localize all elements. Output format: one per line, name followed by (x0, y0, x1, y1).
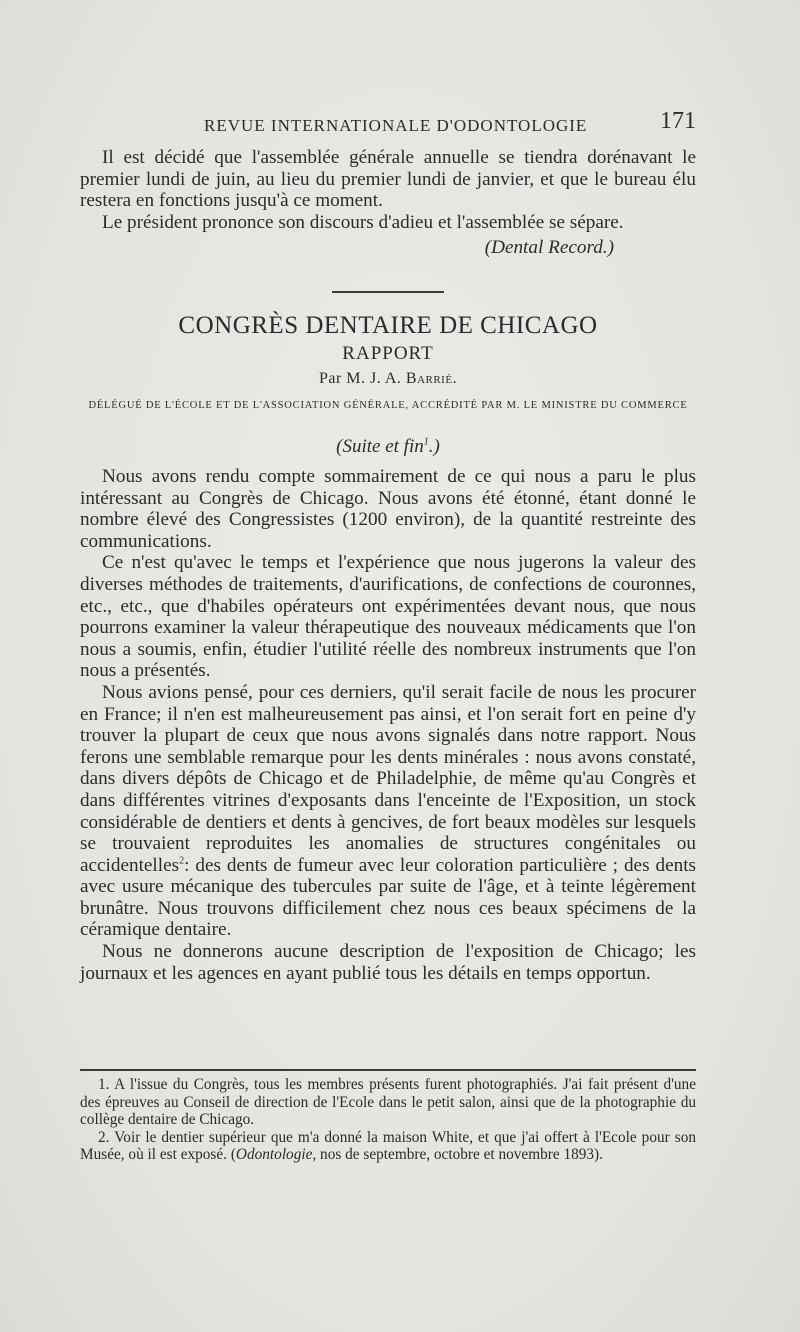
body-paragraph-1: Nous avons rendu compte sommairement de ce qui nous a paru le plus intéressant au Congrès de Chicago. Nous avons été étonné, étant donné le nombre élevé des Congressistes (1200 environ), de la quantité restreinte des communications. (80, 466, 696, 552)
suite-text: (Suite et fin (336, 436, 424, 457)
body-paragraph-4: Nous ne donnerons aucune description de l'exposition de Chicago; les journaux et les agences en ayant publié tous les détails en temps opportun. (80, 941, 696, 984)
section-divider (332, 291, 444, 293)
body-paragraph-2: Ce n'est qu'avec le temps et l'expérience que nous jugerons la valeur des diverses méthodes de traitements, d'aurifications, de confections de couronnes, etc., etc., que d'habiles opérateurs ont expérimentées devant nous, que nous pourrons examiner la valeur thérapeutique des nouveaux médicaments que l'on nous a soumis, enfin, étudier l'utilité réelle des nombreux instruments que l'on nous a présentés. (80, 552, 696, 682)
footnote-divider (80, 1069, 696, 1071)
article-author (80, 370, 696, 388)
citation: (Dental Record.) (484, 237, 614, 259)
running-title: REVUE INTERNATIONALE D'ODONTOLOGIE (204, 116, 588, 135)
footnote-2-part-b: , nos de septembre, octobre et novembre 1893). (312, 1146, 603, 1164)
footnotes (80, 1076, 696, 1164)
footnote-marker-2: 2 (179, 855, 185, 867)
intro-paragraph-2: Le président prononce son discours d'adieu et l'assemblée se sépare. (102, 211, 624, 233)
article-subtitle: RAPPORT (342, 343, 434, 364)
suite-close: .) (428, 436, 440, 457)
footnote-2 (80, 1129, 696, 1164)
intro-section (80, 147, 696, 259)
suite-note (80, 436, 696, 458)
footnote-2-journal: Odontologie (235, 1146, 313, 1164)
body-paragraph-3 (80, 682, 696, 941)
author-prefix: Par M. J. A. (318, 370, 402, 387)
body-paragraph-3-part-b: : des dents de fumeur avec leur coloration particulière ; des dents avec usure mécanique des tubercules par suite de l'âge, et à teinte légèrement brunâtre. Nous trouvons difficilement chez nous ces beaux spécimens de la céramique dentaire. (80, 854, 696, 941)
article-body (80, 466, 696, 984)
page-header (80, 108, 696, 140)
footnote-marker-1: 1 (423, 436, 429, 448)
footnote-1: 1. A l'issue du Congrès, tous les membres présents furent photographiés. J'ai fait présent d'une des épreuves au Conseil de direction de l'Ecole dans le petit salon, ainsi que de la photographie du collège dentaire de Chicago. (80, 1076, 696, 1129)
author-name: Barrié. (405, 370, 458, 387)
footnote-2-part-a: 2. Voir le dentier supérieur que m'a donné la maison White, et que j'ai offert à l'Ecole pour son Musée, où il est exposé. ( (80, 1128, 696, 1164)
intro-paragraph-1: Il est décidé que l'assemblée générale annuelle se tiendra dorénavant le premier lundi de juin, au lieu du premier lundi de janvier, et que le bureau élu restera en fonctions jusqu'à ce moment. (80, 147, 696, 212)
author-delegation: DÉLÉGUÉ DE L'ÉCOLE ET DE L'ASSOCIATION GÉNÉRALE, ACCRÉDITÉ PAR M. LE MINISTRE DU COMMERCE (88, 400, 688, 411)
page-number: 171 (660, 108, 696, 134)
article-title: CONGRÈS DENTAIRE DE CHICAGO (178, 312, 598, 339)
body-paragraph-3-part-a: Nous avions pensé, pour ces derniers, qu'il serait facile de nous les procurer en France; il n'en est malheureusement pas ainsi, et l'on serait fort en peine d'y trouver la plupart de ceux que nous avons signalés dans notre rapport. Nous ferons une semblable remarque pour les dents minérales : nous avons constaté, dans divers dépôts de Chicago et de Philadelphie, de même qu'au Congrès et dans différentes vitrines d'exposants dans l'enceinte de l'Exposition, un stock considérable de dentiers et dents à gencives, de fort beaux modèles sur lesquels se trouvaient reproduites les anomalies de structures congénitales ou accidentelles (80, 681, 696, 876)
